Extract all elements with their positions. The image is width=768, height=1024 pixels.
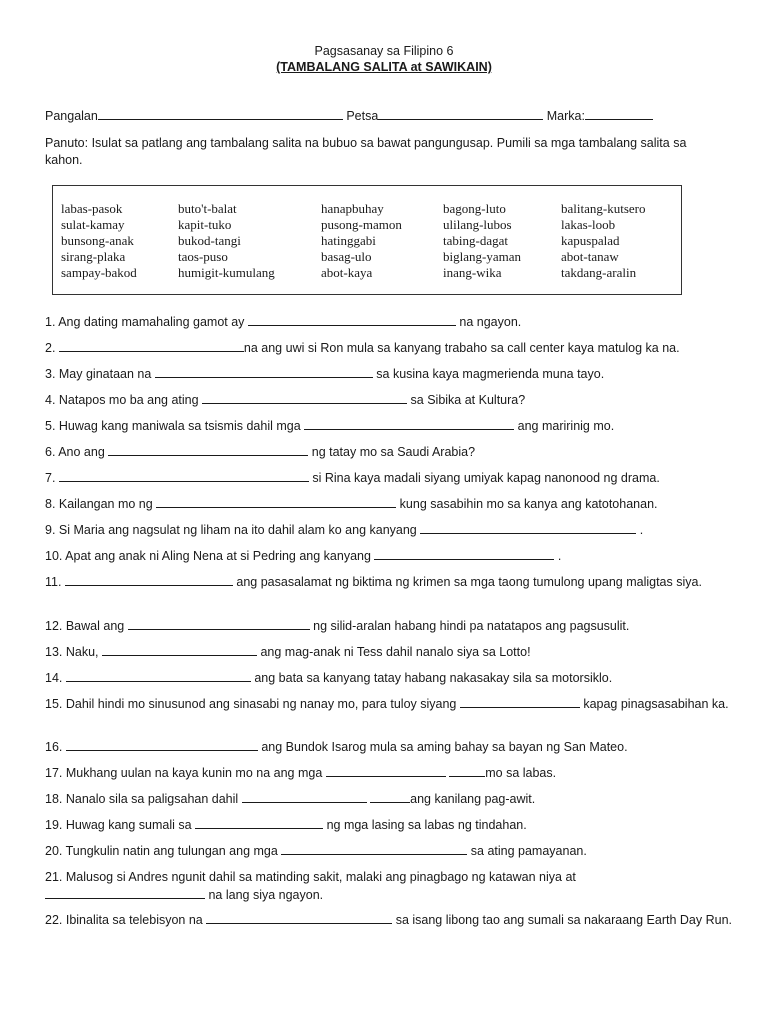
word-choice: biglang-yaman: [443, 249, 521, 264]
question-item: 15. Dahil hindi mo sinusunod ang sinasabi ng nanay mo, para tuloy siyang kapag pinagsasabihan ka.: [45, 697, 729, 711]
word-choice: lakas-loob: [561, 217, 616, 232]
word-choice: takdang-aralin: [561, 265, 637, 280]
word-choice: kapit-tuko: [178, 217, 232, 232]
score-label: Marka:: [546, 109, 585, 123]
date-blank[interactable]: [378, 108, 543, 120]
answer-blank[interactable]: [155, 366, 373, 378]
question-item: 5. Huwag kang maniwala sa tsismis dahil mga ang maririnig mo.: [45, 419, 615, 433]
answer-blank[interactable]: [59, 340, 244, 352]
question-item: 19. Huwag kang sumali sa ng mga lasing sa labas ng tindahan.: [45, 818, 527, 832]
date-label: Petsa: [346, 109, 379, 123]
name-blank[interactable]: [98, 108, 343, 120]
word-choice: abot-kaya: [321, 265, 373, 280]
answer-blank[interactable]: [326, 765, 446, 777]
word-choice: sulat-kamay: [61, 217, 125, 232]
question-item: 13. Naku, ang mag-anak ni Tess dahil nanalo siya sa Lotto!: [45, 645, 531, 659]
question-item: 18. Nanalo sila sa paligsahan dahil ang kanilang pag-awit.: [45, 792, 536, 806]
question-item: 10. Apat ang anak ni Aling Nena at si Pedring ang kanyang .: [45, 549, 562, 563]
word-box: [52, 185, 682, 295]
word-choice: inang-wika: [443, 265, 502, 280]
answer-blank[interactable]: [59, 470, 309, 482]
student-info-row: [45, 108, 653, 123]
word-choice: abot-tanaw: [561, 249, 619, 264]
answer-blank[interactable]: [281, 843, 467, 855]
word-choice: kapuspalad: [561, 233, 620, 248]
score-blank[interactable]: [585, 108, 653, 120]
word-choice: sampay-bakod: [61, 265, 137, 280]
question-item: 11. ang pasasalamat ng biktima ng krimen sa mga taong tumulong upang maligtas siya.: [45, 575, 702, 589]
word-choice: bunsong-anak: [61, 233, 134, 248]
word-column-3: [321, 201, 402, 281]
word-column-1: [61, 201, 137, 281]
question-item: 8. Kailangan mo ng kung sasabihin mo sa kanya ang katotohanan.: [45, 497, 658, 511]
answer-blank[interactable]: [374, 548, 554, 560]
question-item: 3. May ginataan na sa kusina kaya magmerienda muna tayo.: [45, 367, 605, 381]
question-item: 21. Malusog si Andres ngunit dahil sa matinding sakit, malaki ang pinagbago ng katawan niya at na lang siya ngayon.: [45, 870, 576, 902]
word-column-4: [443, 201, 521, 281]
word-choice: sirang-plaka: [61, 249, 126, 264]
worksheet-subtitle: (TAMBALANG SALITA at SAWIKAIN): [276, 60, 492, 74]
word-column-5: [561, 201, 645, 281]
word-choice: labas-pasok: [61, 201, 123, 216]
answer-blank[interactable]: [108, 444, 308, 456]
word-choice: taos-puso: [178, 249, 228, 264]
answer-blank[interactable]: [420, 522, 636, 534]
question-item: 17. Mukhang uulan na kaya kunin mo na ang mga mo sa labas.: [45, 766, 557, 780]
question-item: 4. Natapos mo ba ang ating sa Sibika at Kultura?: [45, 393, 526, 407]
answer-blank[interactable]: [449, 765, 485, 777]
answer-blank[interactable]: [202, 392, 407, 404]
answer-blank[interactable]: [248, 314, 456, 326]
word-choice: hatinggabi: [321, 233, 376, 248]
answer-blank[interactable]: [66, 670, 251, 682]
question-item: 6. Ano ang ng tatay mo sa Saudi Arabia?: [45, 445, 476, 459]
word-choice: balitang-kutsero: [561, 201, 646, 216]
word-choice: tabing-dagat: [443, 233, 508, 248]
answer-blank[interactable]: [460, 696, 580, 708]
question-item: 16. ang Bundok Isarog mula sa aming bahay sa bayan ng San Mateo.: [45, 740, 628, 754]
instructions: Panuto: Isulat sa patlang ang tambalang salita na bubuo sa bawat pangungusap. Pumili sa mga tambalang salita sa kahon.: [45, 136, 687, 167]
answer-blank[interactable]: [156, 496, 396, 508]
answer-blank[interactable]: [370, 791, 410, 803]
answer-blank[interactable]: [66, 739, 258, 751]
name-label: Pangalan: [45, 109, 98, 123]
question-item: 12. Bawal ang ng silid-aralan habang hindi pa natatapos ang pagsusulit.: [45, 619, 630, 633]
word-choice: basag-ulo: [321, 249, 372, 264]
question-item: 20. Tungkulin natin ang tulungan ang mga sa ating pamayanan.: [45, 844, 587, 858]
answer-blank[interactable]: [45, 887, 205, 899]
question-item: 2. na ang uwi si Ron mula sa kanyang trabaho sa call center kaya matulog ka na.: [45, 341, 680, 355]
word-choice: humigit-kumulang: [178, 265, 275, 280]
answer-blank[interactable]: [206, 912, 392, 924]
answer-blank[interactable]: [102, 644, 257, 656]
question-item: 9. Si Maria ang nagsulat ng liham na ito dahil alam ko ang kanyang .: [45, 523, 644, 537]
answer-blank[interactable]: [128, 618, 310, 630]
word-choice: bagong-luto: [443, 201, 506, 216]
answer-blank[interactable]: [242, 791, 367, 803]
word-choice: pusong-mamon: [321, 217, 402, 232]
question-item: 14. ang bata sa kanyang tatay habang nakasakay sila sa motorsiklo.: [45, 671, 613, 685]
question-item: 1. Ang dating mamahaling gamot ay na ngayon.: [45, 315, 522, 329]
word-choice: bukod-tangi: [178, 233, 241, 248]
answer-blank[interactable]: [304, 418, 514, 430]
question-item: 7. si Rina kaya madali siyang umiyak kapag nanonood ng drama.: [45, 471, 660, 485]
word-choice: buto't-balat: [178, 201, 237, 216]
question-item: 22. Ibinalita sa telebisyon na sa isang libong tao ang sumali sa nakaraang Earth Day Run.: [45, 913, 733, 927]
answer-blank[interactable]: [195, 817, 323, 829]
answer-blank[interactable]: [65, 574, 233, 586]
word-column-2: [178, 201, 275, 281]
word-choice: hanapbuhay: [321, 201, 384, 216]
word-choice: ulilang-lubos: [443, 217, 512, 232]
worksheet-title: Pagsasanay sa Filipino 6: [314, 44, 454, 58]
